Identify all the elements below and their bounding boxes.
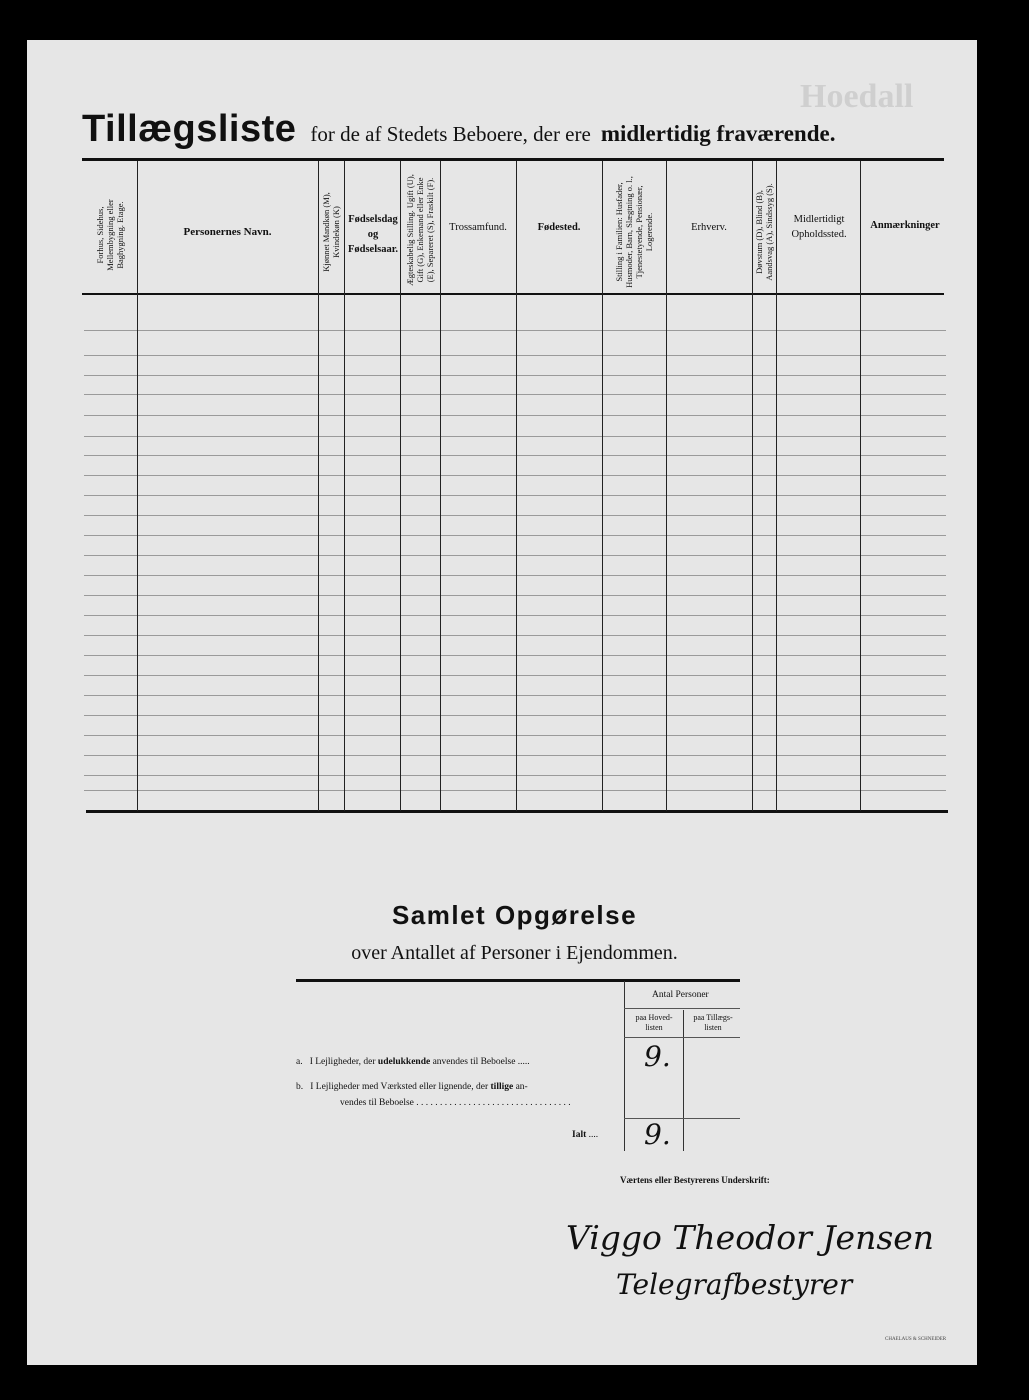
signature-name: Viggo Theodor Jensen: [566, 1218, 935, 1257]
column-divider: [516, 161, 517, 811]
row-a-bold: udelukkende: [377, 1057, 431, 1067]
table-row-rule: [84, 775, 946, 776]
table-row-rule: [84, 330, 946, 331]
table-row-rule: [84, 735, 946, 736]
summary-rule: [624, 1037, 740, 1038]
summary-divider: [624, 981, 625, 1151]
title-middle: for de af Stedets Beboere, der ere: [310, 122, 591, 146]
column-divider: [440, 161, 441, 811]
summary-title: Samlet Opgørelse: [391, 900, 638, 930]
column-divider: [602, 161, 603, 811]
printer-mark: CHAELAUS & SCHNEIDER: [885, 1337, 947, 1342]
row-a-value: 9.: [644, 1040, 671, 1073]
summary-top-rule: [296, 979, 740, 982]
table-row-rule: [84, 655, 946, 656]
header-midlertidigt: Midlertidigt Opholdssted.: [791, 214, 847, 240]
row-a: a. I Lejligheder, der udelukkende anvendes til Beboelse .....: [296, 1057, 530, 1067]
table-row-rule: [84, 615, 946, 616]
table-row-rule: [84, 715, 946, 716]
ialt-label: Ialt ....: [572, 1130, 599, 1140]
tillaegslisten-header: paa Tillægs-listen: [693, 1013, 733, 1032]
table-row-rule: [84, 595, 946, 596]
column-divider: [344, 161, 345, 811]
header-forhus: Forhus, Sidehus, Mellembygning eller Baghygning. Etage.: [95, 199, 125, 271]
table-top-rule: [82, 158, 944, 161]
row-b-continued: vendes til Beboelse . . . . . . . . . . . . . . . . . . . . . . . . . . . . . . . . .: [340, 1098, 571, 1108]
table-row-rule: [84, 675, 946, 676]
header-anmaerkninger: Anmærkninger: [870, 220, 940, 231]
row-a-label: a.: [296, 1057, 303, 1067]
row-a-text-1: I Lejligheder, der: [309, 1057, 376, 1067]
summary-divider: [683, 1010, 684, 1151]
header-fodselsdag: Fødselsdag og Fødselsaar.: [347, 214, 399, 255]
row-b-text-3: vendes til Beboelse: [340, 1098, 414, 1108]
header-trossamfund: Trossamfund.: [449, 222, 507, 233]
header-stilling: Stilling i Familien: Husfader, Husmoder, Barn, Slægtning o. l., Tjenestetyende, Pensionær, Logerende.: [614, 176, 654, 288]
table-header-rule: [82, 293, 944, 295]
table-row-rule: [84, 355, 946, 356]
table-row-rule: [84, 635, 946, 636]
row-b-text-1: I Lejligheder med Værksted eller lignende, der: [310, 1082, 489, 1092]
header-navn: Personernes Navn.: [183, 226, 272, 238]
table-row-rule: [84, 755, 946, 756]
summary-subtitle: over Antallet af Personer i Ejendommen.: [351, 942, 678, 964]
signature-title: Telegrafbestyrer: [616, 1268, 853, 1301]
table-row-rule: [84, 575, 946, 576]
row-b-text-2: an-: [515, 1082, 528, 1092]
corner-stamp: Hoedall: [800, 78, 914, 115]
column-divider: [400, 161, 401, 811]
column-divider: [666, 161, 667, 811]
table-row-rule: [84, 695, 946, 696]
page-title: [82, 108, 835, 151]
header-aegteskab: Ægteskabelig Stilling. Ugift (U), Gift (G), Enkemand eller Enke (E), Separeret (S), Fraskilt (F).: [405, 174, 435, 286]
header-kjonnet: Kjønnet Mandkøn (M), Kvindekøn (K): [321, 192, 341, 272]
column-divider: [776, 161, 777, 811]
title-end: midlertidig fraværende.: [600, 121, 836, 146]
hovedlisten-header: paa Hoved-listen: [635, 1013, 673, 1032]
table-row-rule: [84, 455, 946, 456]
header-dovstum: Døvstum (D), Blind (B), Aandsvag (A), Sindssyg (S).: [754, 183, 774, 281]
row-b: [296, 1082, 528, 1092]
table-row-rule: [84, 495, 946, 496]
column-divider: [752, 161, 753, 811]
row-b-bold: tillige: [490, 1082, 514, 1092]
table-row-rule: [84, 535, 946, 536]
summary-rule: [624, 1008, 740, 1009]
column-divider: [860, 161, 861, 811]
table-row-rule: [84, 394, 946, 395]
table-row-rule: [84, 375, 946, 376]
column-divider: [137, 161, 138, 811]
header-erhverv: Erhverv.: [691, 222, 727, 233]
column-divider: [318, 161, 319, 811]
antal-personer-header: Antal Personer: [652, 990, 709, 1000]
table-row-rule: [84, 555, 946, 556]
row-a-text-2: anvendes til Beboelse: [432, 1057, 516, 1067]
signature-caption: Værtens eller Bestyrerens Underskrift:: [620, 1175, 770, 1185]
summary-rule: [624, 1118, 740, 1119]
table-row-rule: [84, 475, 946, 476]
table-row-rule: [84, 515, 946, 516]
ialt-value: 9.: [644, 1118, 671, 1151]
table-row-rule: [84, 415, 946, 416]
ialt-text: Ialt: [572, 1130, 587, 1140]
title-main: Tillægsliste: [82, 108, 297, 150]
row-b-label: b.: [296, 1082, 304, 1092]
header-fodested: Fødested.: [537, 222, 581, 233]
table-row-rule: [84, 790, 946, 791]
table-row-rule: [84, 436, 946, 437]
